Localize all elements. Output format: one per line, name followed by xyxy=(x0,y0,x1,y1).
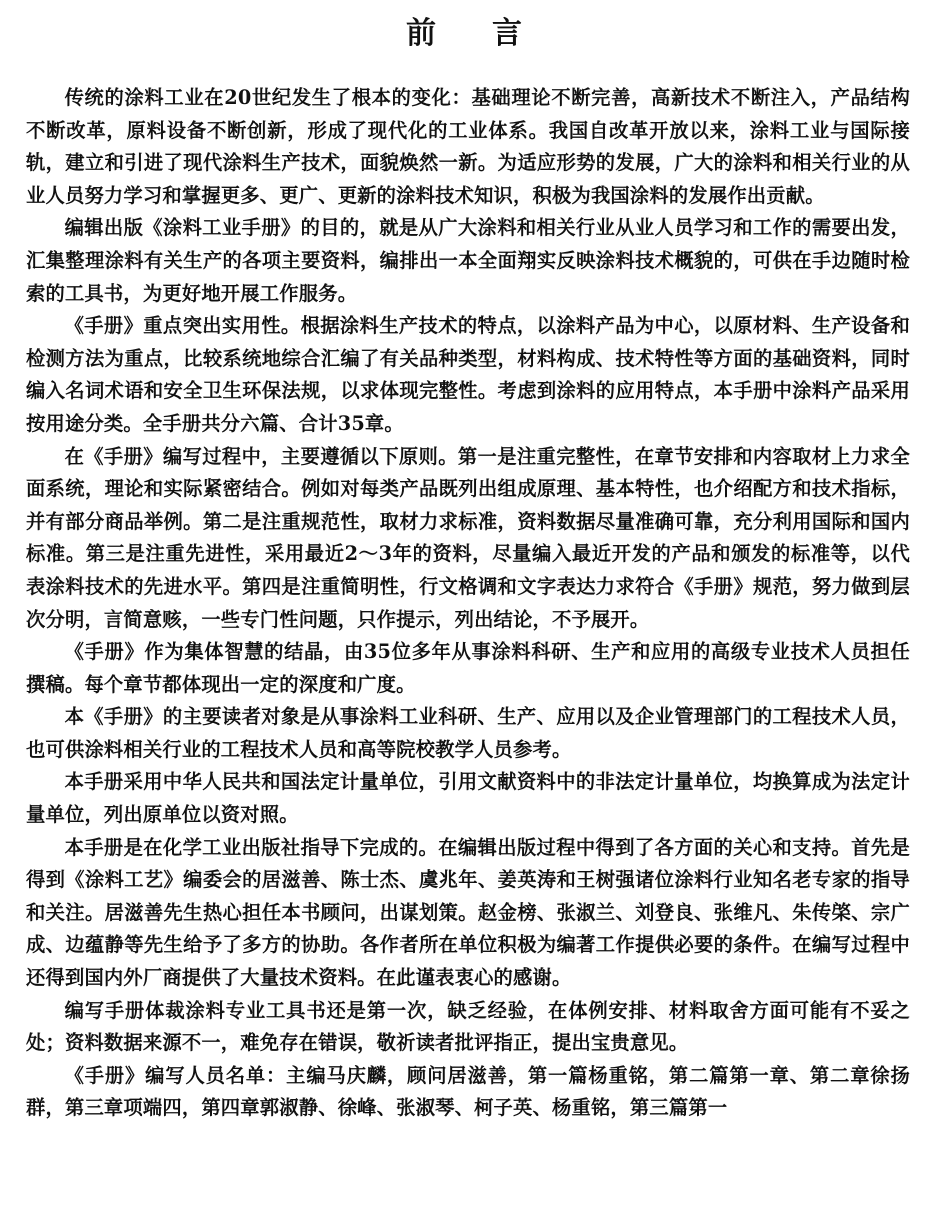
paragraph-5: 《手册》作为集体智慧的结晶，由35位多年从事涂料科研、生产和应用的高级专业技术人员担任撰稿。每个章节都体现出一定的深度和广度。 xyxy=(26,640,910,696)
preface-body xyxy=(26,82,910,1125)
paragraph-8: 本手册是在化学工业出版社指导下完成的。在编辑出版过程中得到了各方面的关心和支持。首先是得到《涂料工艺》编委会的居滋善、陈士杰、虞兆年、姜英涛和王树强诸位涂料行业知名老专家的指导和关注。居滋善先生热心担任本书顾问，出谋划策。赵金榜、张淑兰、刘登良、张维凡、朱传棨、宗广成、边蕴静等先生给予了多方的协助。各作者所在单位积极为编著工作提供必要的条件。在编写过程中还得到国内外厂商提供了大量技术资料。在此谨表衷心的感谢。 xyxy=(26,835,910,990)
paragraph-2: 编辑出版《涂料工业手册》的目的，就是从广大涂料和相关行业从业人员学习和工作的需要出发，汇集整理涂料有关生产的各项主要资料，编排出一本全面翔实反映涂料技术概貌的，可供在手边随时检索的工具书，为更好地开展工作服务。 xyxy=(26,216,910,305)
paragraph-1: 传统的涂料工业在20世纪发生了根本的变化：基础理论不断完善，高新技术不断注入，产品结构不断改革，原料设备不断创新，形成了现代化的工业体系。我国自改革开放以来，涂料工业与国际接轨，建立和引进了现代涂料生产技术，面貌焕然一新。为适应形势的发展，广大的涂料和相关行业的从业人员努力学习和掌握更多、更广、更新的涂料技术知识，积极为我国涂料的发展作出贡献。 xyxy=(26,86,910,207)
paragraph-7: 本手册采用中华人民共和国法定计量单位，引用文献资料中的非法定计量单位，均换算成为法定计量单位，列出原单位以资对照。 xyxy=(26,770,910,827)
page-title: 前言 xyxy=(406,16,578,51)
paragraph-6: 本《手册》的主要读者对象是从事涂料工业科研、生产、应用以及企业管理部门的工程技术人员，也可供涂料相关行业的工程技术人员和高等院校教学人员参考。 xyxy=(26,705,910,761)
paragraph-3: 《手册》重点突出实用性。根据涂料生产技术的特点，以涂料产品为中心，以原材料、生产设备和检测方法为重点，比较系统地综合汇编了有关品种类型，材料构成、技术特性等方面的基础资料，同时编入名词术语和安全卫生环保法规，以求体现完整性。考虑到涂料的应用特点，本手册中涂料产品采用按用途分类。全手册共分六篇、合计35章。 xyxy=(26,314,910,435)
paragraph-10: 《手册》编写人员名单：主编马庆麟，顾问居滋善，第一篇杨重铭，第二篇第一章、第二章徐扬群，第三章项端四，第四章郭淑静、徐峰、张淑琴、柯子英、杨重铭，第三篇第一 xyxy=(26,1063,910,1120)
paragraph-4: 在《手册》编写过程中，主要遵循以下原则。第一是注重完整性，在章节安排和内容取材上力求全面系统，理论和实际紧密结合。例如对每类产品既列出组成原理、基本特性，也介绍配方和技术指标，并有部分商品举例。第二是注重规范性，取材力求标准，资料数据尽量准确可靠，充分利用国际和国内标准。第三是注重先进性，采用最近2～3年的资料，尽量编入最近开发的产品和颁发的标准等，以代表涂料技术的先进水平。第四是注重简明性，行文格调和文字表达力求符合《手册》规范，努力做到层次分明，言简意赅，一些专门性问题，只作提示，列出结论，不予展开。 xyxy=(26,444,910,631)
paragraph-9: 编写手册体裁涂料专业工具书还是第一次，缺乏经验，在体例安排、材料取舍方面可能有不妥之处；资料数据来源不一，难免存在错误，敬祈读者批评指正，提出宝贵意见。 xyxy=(26,998,910,1055)
